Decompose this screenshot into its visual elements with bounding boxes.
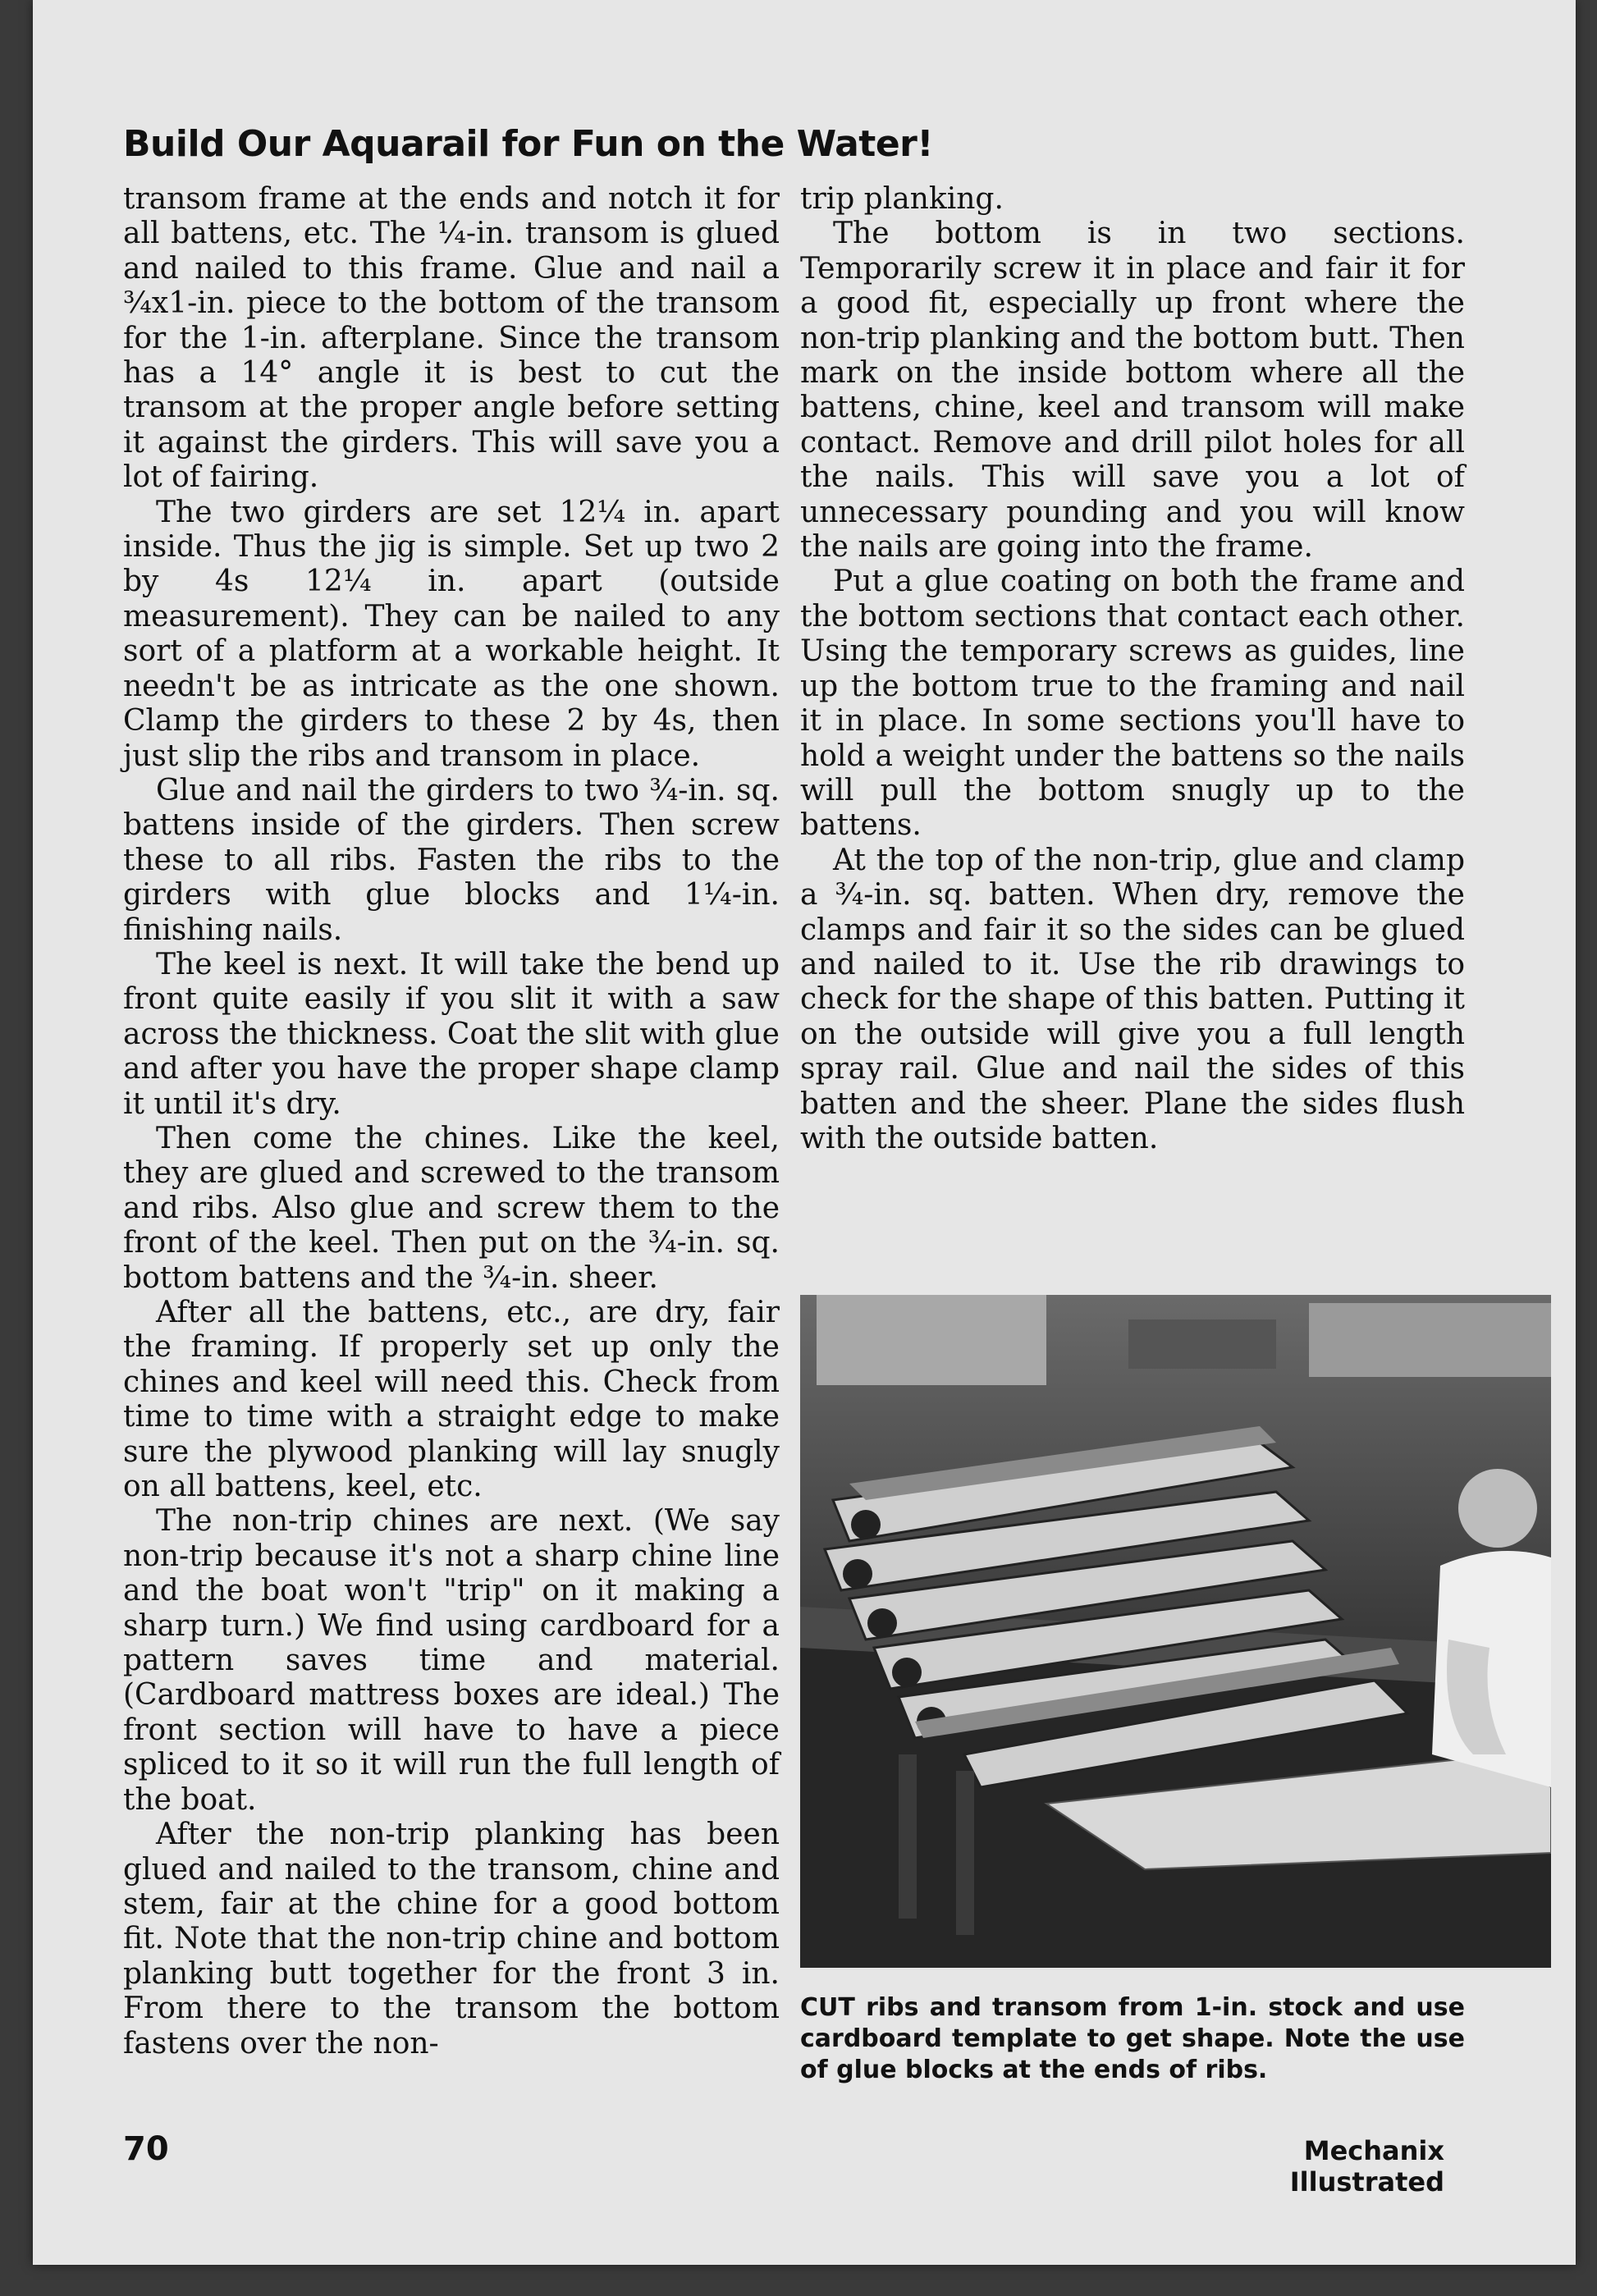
paragraph: Glue and nail the girders to two ¾-in. sq. battens inside of the girders. Then screw these to all ribs. Fasten the ribs to the girders with glue blocks and 1¼-in. finishing nails. [123,773,780,947]
page-number: 70 [123,2130,169,2168]
paragraph: After the non-trip planking has been glued and nailed to the transom, chine and stem, fair at the chine for a good bottom fit. Note that the non-trip chine and bottom planking butt together for the front 3 in. From there to the transom the bottom fastens over the non- [123,1818,780,2060]
publication-name: Mechanix Illustrated [1289,2135,1444,2198]
workshop-photo [800,1295,1551,1968]
paragraph: At the top of the non-trip, glue and clamp a ¾-in. sq. batten. When dry, remove the clamps and fair it so the sides can be glued and nailed to it. Use the rib drawings to check for the shape of this batten. Putting it on the outside will give you a full length spray rail. Glue and nail the sides of this batten and the sheer. Plane the sides flush with the outside batten. [800,843,1465,1155]
paragraph: transom frame at the ends and notch it for all battens, etc. The ¼-in. transom is glued and nailed to this frame. Glue and nail a ¾x1-in. piece to the bottom of the transom for the 1-in. afterplane. Since the transom has a 14° angle it is best to cut the transom at the proper angle before setting it against the girders. This will save you a lot of fairing. [123,182,780,495]
paragraph: After all the battens, etc., are dry, fair the framing. If properly set up only the chines and keel will need this. Check from time to time with a straight edge to make sure the plywood planking will lay snugly on all battens, keel, etc. [123,1296,780,1504]
photo-illustration [800,1295,1551,1968]
article-headline: Build Our Aquarail for Fun on the Water! [123,123,933,165]
right-text-column [800,182,1465,1156]
paragraph: The bottom is in two sections. Temporarily screw it in place and fair it for a good fit, especially up front where the non-trip planking and the bottom butt. Then mark on the inside bottom where all the battens, chine, keel and transom will make contact. Remove and drill pilot holes for all the nails. This will save you a lot of unnecessary pounding and you will know the nails are going into the frame. [800,217,1465,565]
left-text-column [123,182,780,2061]
magazine-page [33,0,1576,2265]
paragraph: The non-trip chines are next. (We say non-trip because it's not a sharp chine line and the boat won't "trip" on it making a sharp turn.) We find using cardboard for a pattern saves time and material. (Cardboard mattress boxes are ideal.) The front section will have to have a piece spliced to it so it will run the full length of the boat. [123,1504,780,1817]
paragraph: Put a glue coating on both the frame and the bottom sections that contact each other. Using the temporary screws as guides, line up the bottom true to the framing and nail it in place. In some sections you'll have to hold a weight under the battens so the nails will pull the bottom snugly up to the battens. [800,565,1465,843]
paragraph: The keel is next. It will take the bend up front quite easily if you slit it with a saw across the thickness. Coat the slit with glue and after you have the proper shape clamp it until it's dry. [123,947,780,1121]
paragraph: Then come the chines. Like the keel, they are glued and screwed to the transom and ribs. Also glue and screw them to the front of the keel. Then put on the ¾-in. sq. bottom battens and the ¾-in. sheer. [123,1121,780,1295]
paragraph: The two girders are set 12¼ in. apart inside. Thus the jig is simple. Set up two 2 by 4s 12¼ in. apart (outside measurement). They can be nailed to any sort of a platform at a workable height. It needn't be as intricate as the one shown. Clamp the girders to these 2 by 4s, then just slip the ribs and transom in place. [123,495,780,773]
paragraph: trip planking. [800,182,1004,216]
photo-caption: CUT ribs and transom from 1-in. stock and use cardboard template to get shape. Note the use of glue blocks at the ends of ribs. [800,1993,1465,2084]
